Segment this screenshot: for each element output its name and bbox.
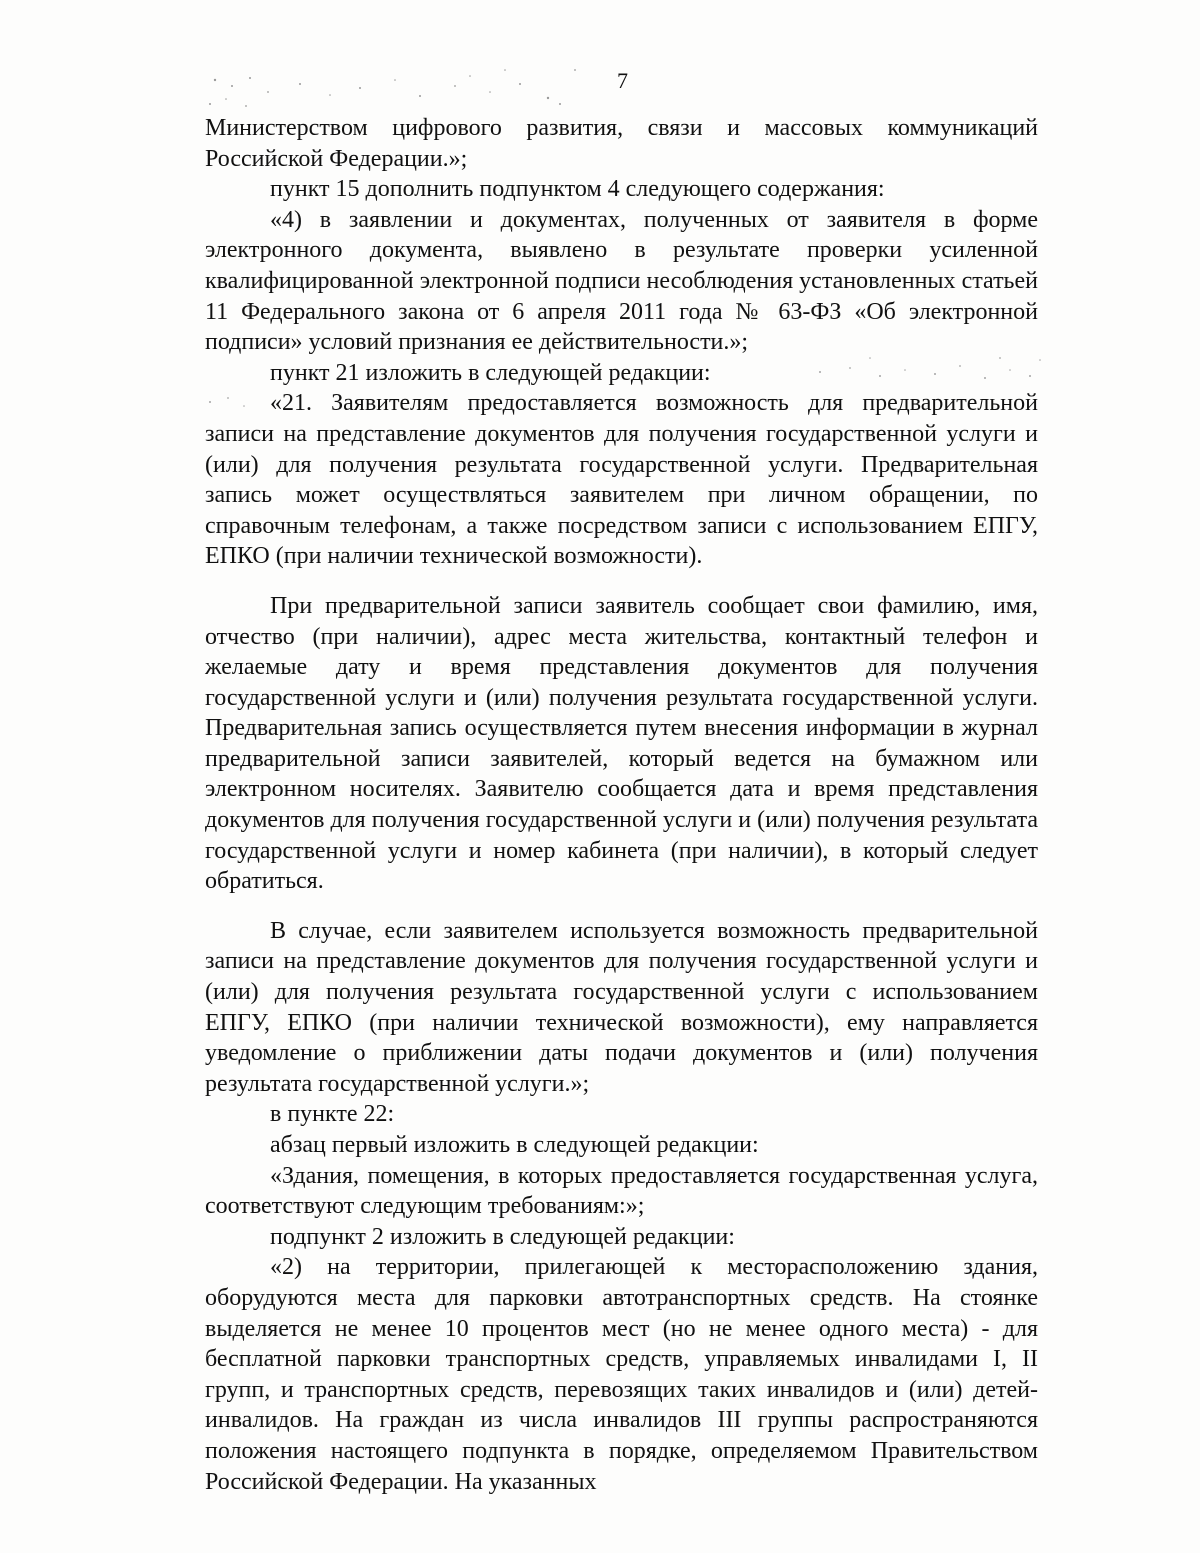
paragraph-subitem-2-text: «2) на территории, прилегающей к месторасположению здания, оборудуются места для парковки автотранспортных средств. На стоянке выделяется не менее 10 процентов мест (но не менее одного места) - для бесплатной парковки транспортных средств, управляемых инвалидами I, II групп, и транспортных средств, перевозящих таких инвалидов и (или) детей-инвалидов. На граждан из числа инвалидов III группы распространяются положения настоящего подпункта в порядке, определяемом Правительством Российской Федерации. На указанных: [205, 1254, 1038, 1495]
paragraph-preliminary-registration: При предварительной записи заявитель сообщает свои фамилию, имя, отчество (при наличии), адрес места жительства, контактный телефон и желаемые дату и время представления документов для получения государственной услуги и (или) получения результата государственной услуги. Предварительная запись осуществляется путем внесения информации в журнал предварительной записи заявителей, который ведется на бумажном или электронном носителях. Заявителю сообщается дата и время представления документов для получения государственной услуги и (или) получения результата государственной услуги и номер кабинета (при наличии), в который следует обратиться.: [205, 592, 1038, 895]
paragraph-item-15-amendment: пункт 15 дополнить подпунктом 4 следующего содержания:: [270, 176, 885, 203]
paragraph-item-21-text: «21. Заявителям предоставляется возможность для предварительной записи на представление документов для получения государственной услуги и (или) для получения результата государственной услуги. Предварительная запись может осуществляться заявителем при личном обращении, по справочным телефонам, а также посредством записи с использованием ЕПГУ, ЕПКО (при наличии технической возможности).: [205, 390, 1038, 570]
paragraph-buildings-requirements: «Здания, помещения, в которых предоставляется государственная услуга, соответствуют следующим требованиям:»;: [205, 1162, 1038, 1220]
paragraph-item-21-amendment: пункт 21 изложить в следующей редакции:: [270, 359, 711, 386]
document-body: [205, 113, 1038, 1497]
paragraph-continuation: Министерством цифрового развития, связи и массовых коммуникаций Российской Федерации.»;: [205, 115, 1038, 172]
page-number: 7: [617, 68, 628, 93]
scan-noise-top: [0, 0, 1200, 130]
paragraph-subitem-4-text: «4) в заявлении и документах, полученных от заявителя в форме электронного документа, выявлено в результате проверки усиленной квалифицированной электронной подписи несоблюдения установленных статьей 11 Федерального закона от 6 апреля 2011 года № 63-ФЗ «Об электронной подписи» условий признания ее действительности.»;: [205, 206, 1038, 356]
paragraph-item-22-heading: в пункте 22:: [270, 1101, 395, 1128]
paragraph-subitem-2-amendment: подпункт 2 изложить в следующей редакции:: [270, 1223, 735, 1250]
paragraph-epgu-notification: В случае, если заявителем используется возможность предварительной записи на представление документов для получения государственной услуги и (или) для получения результата государственной услуги с использованием ЕПГУ, ЕПКО (при наличии технической возможности), ему направляется уведомление о приближении даты подачи документов и (или) получения результата государственной услуги.»;: [205, 917, 1038, 1097]
paragraph-first-paragraph-amendment: абзац первый изложить в следующей редакции:: [270, 1132, 759, 1158]
